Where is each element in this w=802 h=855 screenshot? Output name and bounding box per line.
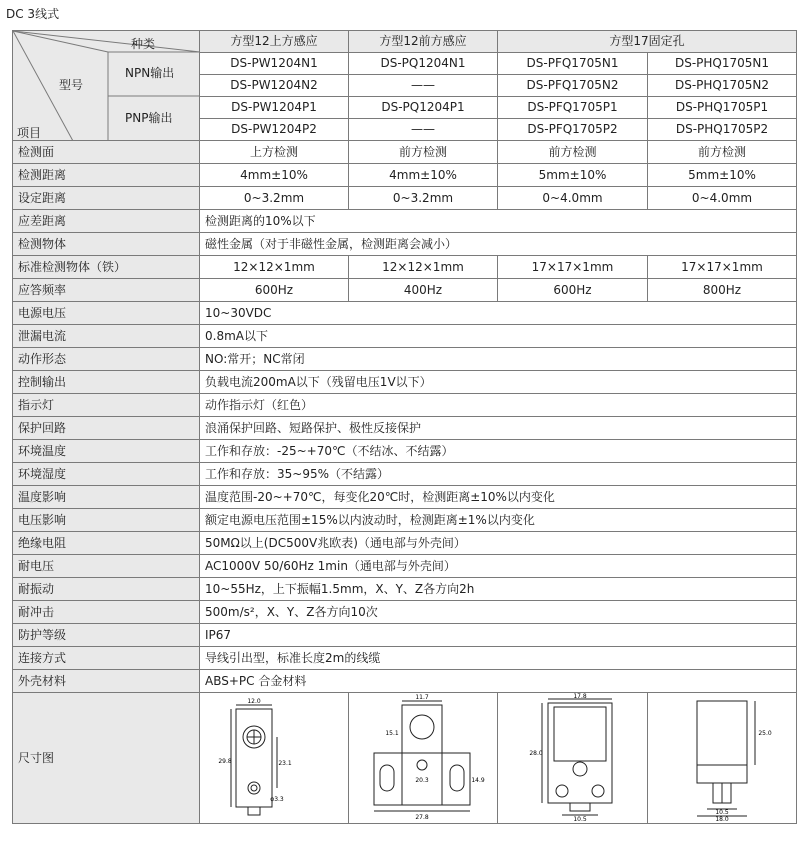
dim-text: 23.1: [278, 760, 292, 767]
spec-value: 17×17×1mm: [648, 256, 797, 279]
spec-label: 耐冲击: [13, 601, 200, 624]
spec-table: [12, 30, 797, 824]
spec-label: 动作形态: [13, 348, 200, 371]
spec-value: 导线引出型，标准长度2m的线缆: [200, 647, 797, 670]
spec-row: [13, 532, 797, 555]
drawing-pq1204: [358, 693, 488, 823]
spec-value: 10~55Hz，上下振幅1.5mm，X、Y、Z各方向2h: [200, 578, 797, 601]
spec-value: ABS+PC 合金材料: [200, 670, 797, 693]
spec-value: 12×12×1mm: [200, 256, 349, 279]
model-cell: DS-PHQ1705N1: [648, 53, 797, 75]
spec-row: [13, 394, 797, 417]
dimension-drawing-4: [648, 693, 797, 824]
spec-value: 12×12×1mm: [349, 256, 498, 279]
spec-value: 17×17×1mm: [498, 256, 648, 279]
dim-text: 29.8: [218, 758, 232, 765]
spec-row: [13, 417, 797, 440]
model-cell: DS-PW1204P2: [200, 119, 349, 141]
header-col34: 方型17固定孔: [498, 31, 797, 53]
spec-label: 保护回路: [13, 417, 200, 440]
spec-row: [13, 509, 797, 532]
model-cell: DS-PW1204P1: [200, 97, 349, 119]
spec-value: 500m/s²，X、Y、Z各方向10次: [200, 601, 797, 624]
spec-value: 4mm±10%: [200, 164, 349, 187]
model-cell: DS-PFQ1705N1: [498, 53, 648, 75]
spec-value: NO:常开；NC常闭: [200, 348, 797, 371]
header-item-label: 项目: [17, 126, 42, 140]
spec-row: [13, 348, 797, 371]
dim-text: 20.3: [415, 777, 429, 784]
spec-value: 工作和存放：35~95%（不结露）: [200, 463, 797, 486]
model-cell: DS-PFQ1705N2: [498, 75, 648, 97]
dim-text: 25.0: [758, 730, 772, 737]
model-cell: ——: [349, 119, 498, 141]
dim-text: 10.5: [572, 816, 587, 823]
header-npn-label: NPN输出: [125, 66, 175, 80]
spec-label: 设定距离: [13, 187, 200, 210]
dimension-row: [13, 693, 797, 824]
model-cell: DS-PQ1204N1: [349, 53, 498, 75]
header-model-label: 型号: [59, 78, 84, 92]
spec-label: 环境湿度: [13, 463, 200, 486]
drawing-pw1204: [209, 693, 339, 823]
spec-value: 5mm±10%: [498, 164, 648, 187]
dimension-label: 尺寸图: [13, 693, 200, 824]
spec-label: 应差距离: [13, 210, 200, 233]
spec-label: 耐振动: [13, 578, 200, 601]
model-cell: DS-PHQ1705N2: [648, 75, 797, 97]
spec-label: 检测距离: [13, 164, 200, 187]
spec-value: 前方检测: [349, 141, 498, 164]
model-cell: ——: [349, 75, 498, 97]
spec-label: 泄漏电流: [13, 325, 200, 348]
spec-value: 5mm±10%: [648, 164, 797, 187]
spec-label: 应答频率: [13, 279, 200, 302]
spec-value: 10~30VDC: [200, 302, 797, 325]
spec-row: [13, 601, 797, 624]
dim-text: 18.0: [715, 816, 729, 823]
spec-value: 0~3.2mm: [200, 187, 349, 210]
header-type-label: 种类: [131, 37, 156, 51]
spec-row: [13, 141, 797, 164]
spec-row: [13, 624, 797, 647]
dimension-drawing-2: [349, 693, 498, 824]
spec-row: [13, 325, 797, 348]
spec-row: [13, 187, 797, 210]
spec-value: 0~4.0mm: [498, 187, 648, 210]
spec-value: 检测距离的10%以下: [200, 210, 797, 233]
spec-value: 温度范围-20~+70℃，每变化20℃时，检测距离±10%以内变化: [200, 486, 797, 509]
spec-row: [13, 371, 797, 394]
spec-value: 400Hz: [349, 279, 498, 302]
spec-row: [13, 164, 797, 187]
dim-text: 17.8: [572, 693, 587, 700]
spec-value: 50MΩ以上(DC500V兆欧表)（通电部与外壳间）: [200, 532, 797, 555]
spec-value: 600Hz: [498, 279, 648, 302]
dim-text: 15.1: [385, 730, 399, 737]
drawing-phq1705: [657, 693, 787, 823]
spec-label: 电源电压: [13, 302, 200, 325]
dim-text: 11.7: [415, 694, 429, 701]
spec-label: 检测面: [13, 141, 200, 164]
spec-value: AC1000V 50/60Hz 1min（通电部与外壳间）: [200, 555, 797, 578]
spec-row: [13, 302, 797, 325]
spec-row: [13, 555, 797, 578]
spec-row: [13, 486, 797, 509]
spec-value: 负载电流200mA以下（残留电压1V以下）: [200, 371, 797, 394]
spec-row: [13, 463, 797, 486]
spec-label: 绝缘电阻: [13, 532, 200, 555]
header-col2: 方型12前方感应: [349, 31, 498, 53]
model-cell: DS-PFQ1705P2: [498, 119, 648, 141]
dim-text: 10.5: [715, 809, 729, 816]
dim-text: 27.8: [415, 814, 429, 821]
spec-label: 耐电压: [13, 555, 200, 578]
dimension-drawing-3: [498, 693, 648, 824]
spec-label: 指示灯: [13, 394, 200, 417]
spec-value: 800Hz: [648, 279, 797, 302]
spec-label: 标准检测物体（铁）: [13, 256, 200, 279]
dim-text: 12.0: [247, 698, 261, 705]
spec-value: 额定电源电压范围±15%以内波动时，检测距离±1%以内变化: [200, 509, 797, 532]
spec-label: 电压影响: [13, 509, 200, 532]
spec-value: 前方检测: [498, 141, 648, 164]
page-title: DC 3线式: [6, 7, 60, 21]
spec-row: [13, 233, 797, 256]
header-row-type: [13, 31, 797, 53]
model-cell: DS-PHQ1705P1: [648, 97, 797, 119]
spec-label: 外壳材料: [13, 670, 200, 693]
model-cell: DS-PW1204N2: [200, 75, 349, 97]
spec-value: 4mm±10%: [349, 164, 498, 187]
spec-value: IP67: [200, 624, 797, 647]
spec-value: 600Hz: [200, 279, 349, 302]
spec-label: 连接方式: [13, 647, 200, 670]
spec-value: 工作和存放：-25~+70℃（不结冰、不结露）: [200, 440, 797, 463]
dim-text: φ3.3: [270, 796, 284, 803]
dim-text: 28.0: [528, 750, 543, 757]
spec-label: 检测物体: [13, 233, 200, 256]
spec-row: [13, 670, 797, 693]
drawing-pfq1705: [508, 693, 638, 823]
model-cell: DS-PFQ1705P1: [498, 97, 648, 119]
spec-value: 动作指示灯（红色）: [200, 394, 797, 417]
spec-value: 0~3.2mm: [349, 187, 498, 210]
model-cell: DS-PQ1204P1: [349, 97, 498, 119]
spec-label: 防护等级: [13, 624, 200, 647]
spec-value: 浪涌保护回路、短路保护、极性反接保护: [200, 417, 797, 440]
spec-value: 上方检测: [200, 141, 349, 164]
spec-value: 0~4.0mm: [648, 187, 797, 210]
spec-label: 环境温度: [13, 440, 200, 463]
spec-label: 控制输出: [13, 371, 200, 394]
header-pnp-label: PNP输出: [125, 111, 173, 125]
spec-row: [13, 256, 797, 279]
header-corner: [13, 31, 200, 141]
dim-text: 14.9: [471, 777, 485, 784]
spec-row: [13, 440, 797, 463]
dimension-drawing-1: [200, 693, 349, 824]
spec-value: 前方检测: [648, 141, 797, 164]
model-cell: DS-PW1204N1: [200, 53, 349, 75]
spec-label: 温度影响: [13, 486, 200, 509]
spec-value: 磁性金属（对于非磁性金属，检测距离会减小）: [200, 233, 797, 256]
spec-row: [13, 578, 797, 601]
header-col1: 方型12上方感应: [200, 31, 349, 53]
spec-row: [13, 279, 797, 302]
spec-row: [13, 647, 797, 670]
model-cell: DS-PHQ1705P2: [648, 119, 797, 141]
spec-row: [13, 210, 797, 233]
spec-value: 0.8mA以下: [200, 325, 797, 348]
